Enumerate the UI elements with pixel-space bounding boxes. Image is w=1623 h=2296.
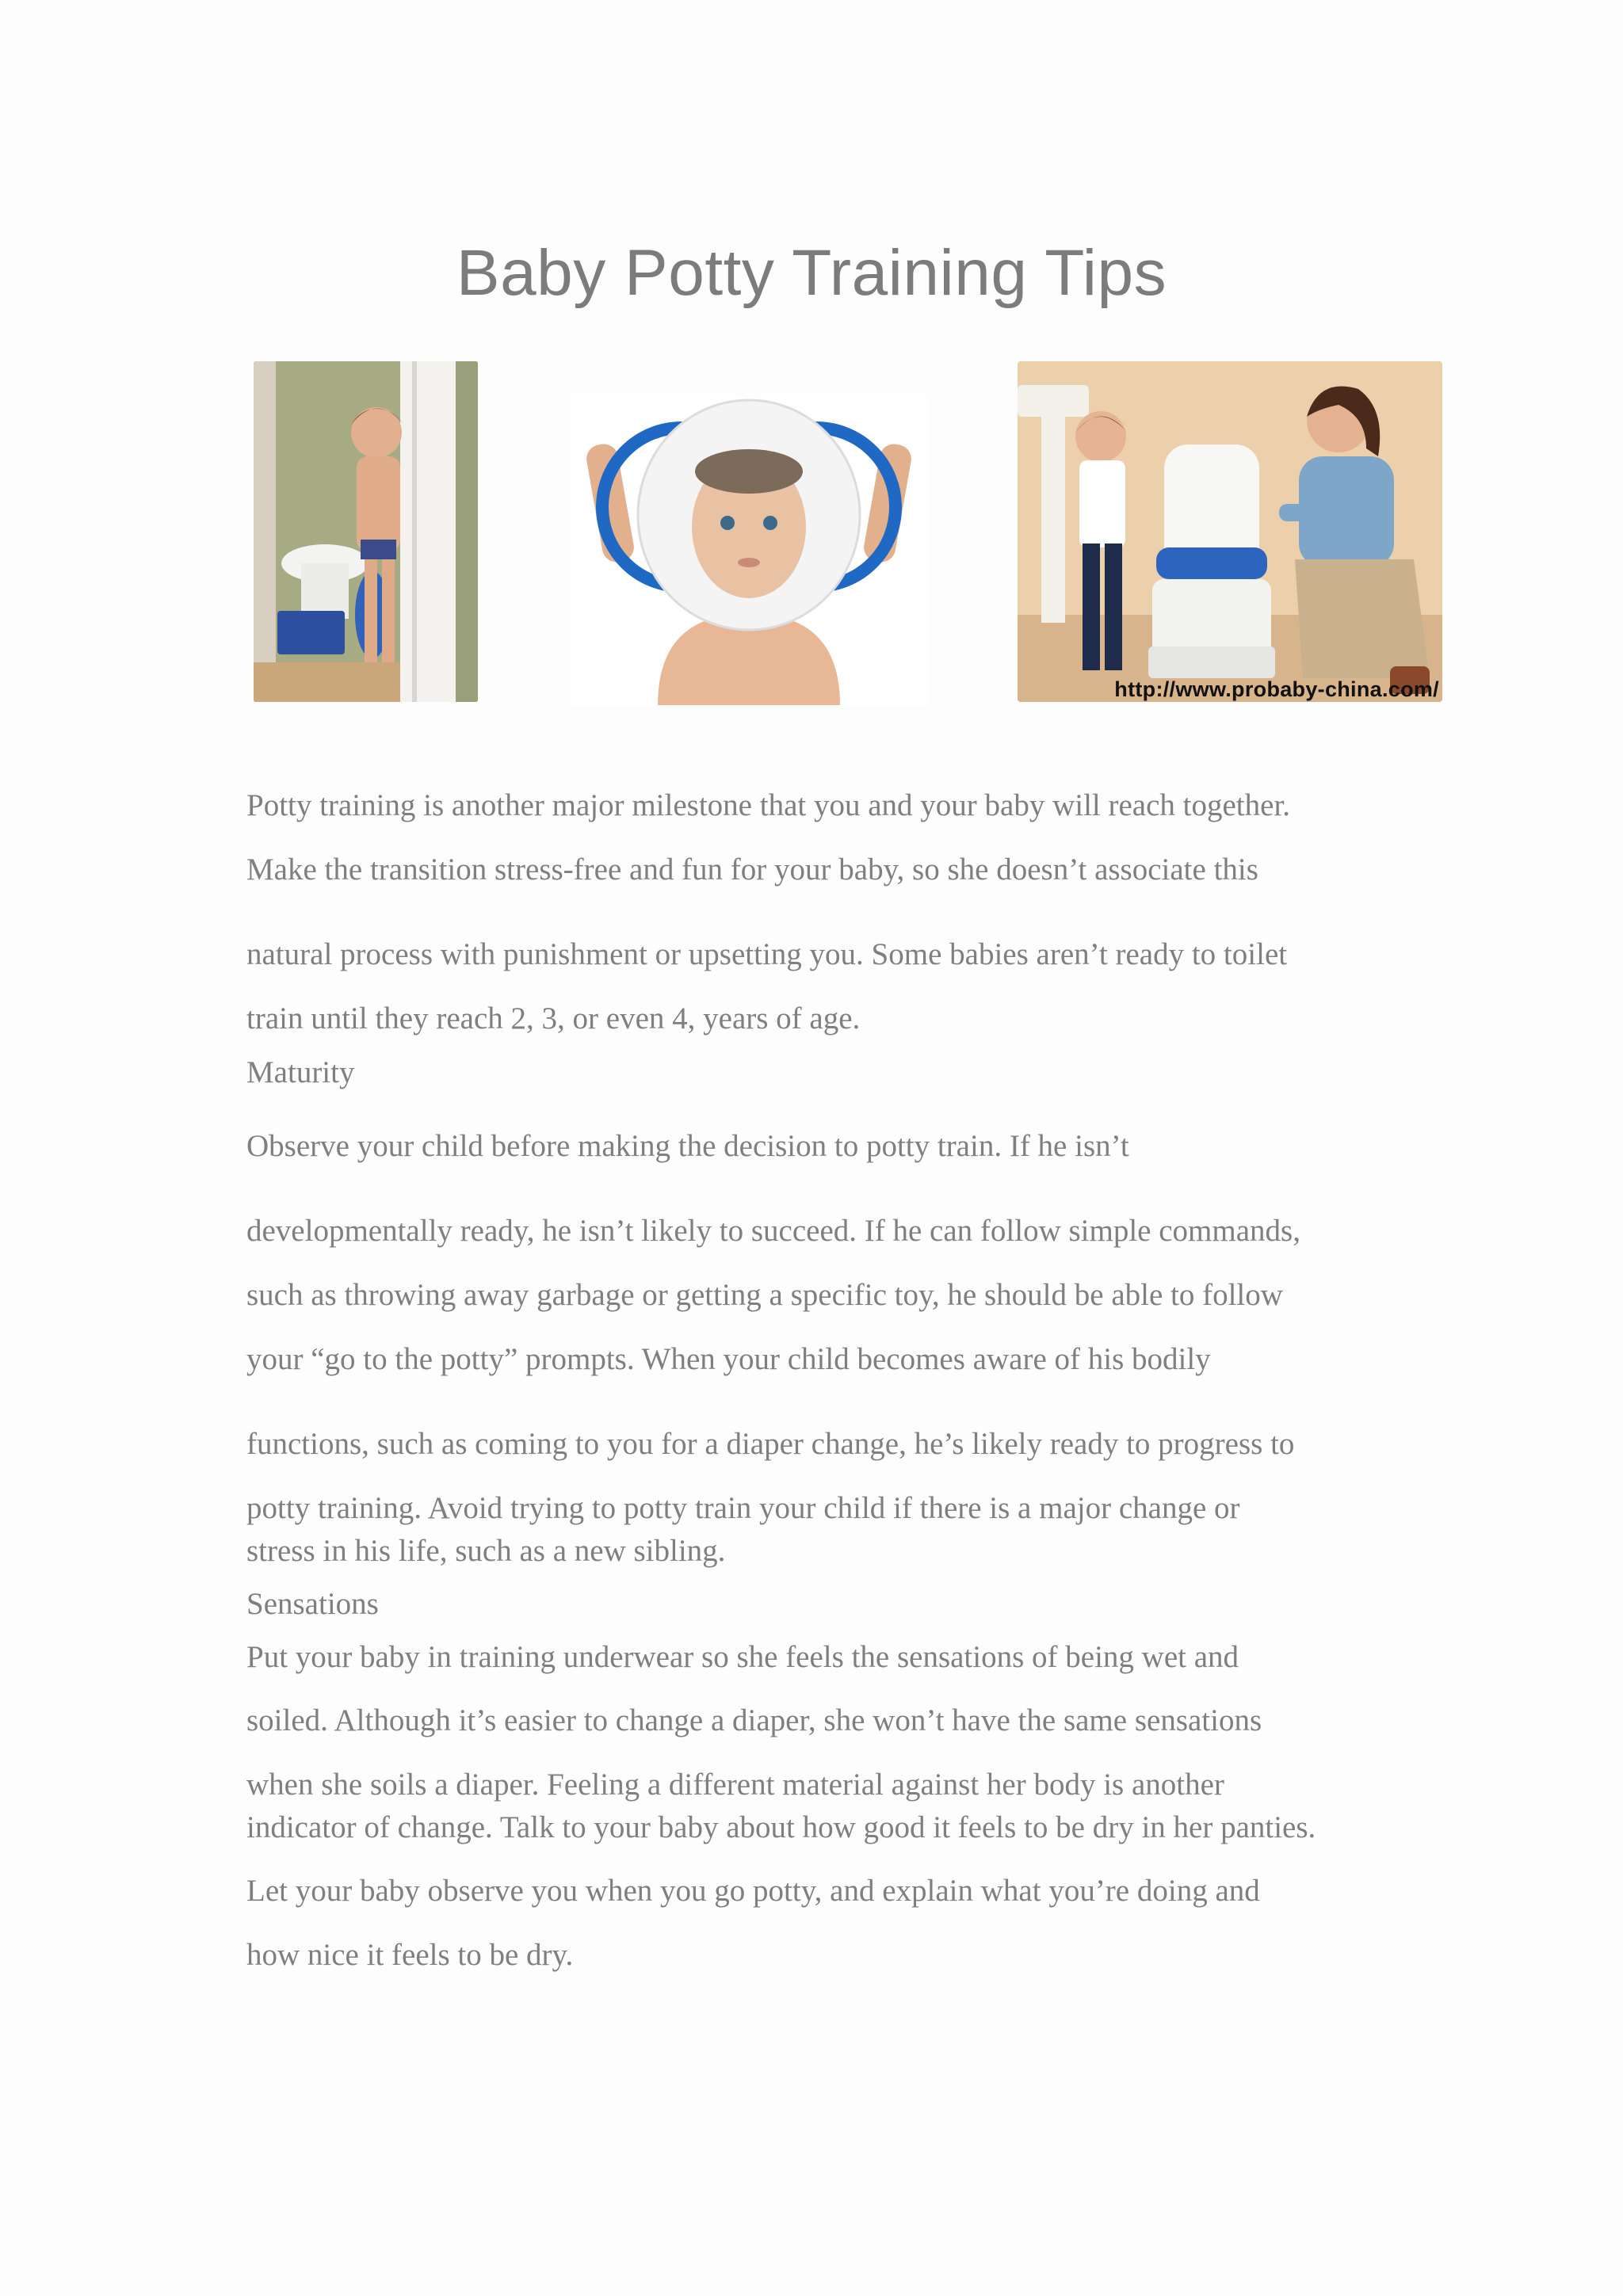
paragraph-line: Put your baby in training underwear so she feels the sensations of being wet and	[246, 1640, 1239, 1674]
paragraph-line: potty training. Avoid trying to potty train your child if there is a major change or	[246, 1491, 1240, 1525]
mother-child-potty-photo	[1018, 361, 1442, 702]
paragraph-line: how nice it feels to be dry.	[246, 1938, 574, 1972]
paragraph-line: Make the transition stress-free and fun for your baby, so she doesn’t associate this	[246, 852, 1258, 887]
section-heading-sensations: Sensations	[246, 1587, 379, 1621]
paragraph-line: when she soils a diaper. Feeling a different material against her body is another	[246, 1768, 1224, 1802]
paragraph-line: Potty training is another major milestone that you and your baby will reach together.	[246, 788, 1291, 822]
paragraph-line: functions, such as coming to you for a diaper change, he’s likely ready to progress to	[246, 1427, 1295, 1461]
photo-caption-url: http://www.probaby-china.com/	[1114, 677, 1439, 701]
paragraph-line: natural process with punishment or upsetting you. Some babies aren’t ready to toilet	[246, 937, 1288, 971]
paragraph-line: train until they reach 2, 3, or even 4, years of age.	[246, 1001, 861, 1035]
paragraph-line: developmentally ready, he isn’t likely to succeed. If he can follow simple commands,	[246, 1214, 1300, 1248]
paragraph-line: soiled. Although it’s easier to change a diaper, she won’t have the same sensations	[246, 1703, 1262, 1737]
section-heading-maturity: Maturity	[246, 1055, 355, 1089]
paragraph-line: Let your baby observe you when you go potty, and explain what you’re doing and	[246, 1874, 1260, 1908]
toddler-bathroom-photo	[254, 361, 478, 702]
paragraph-line: stress in his life, such as a new sibling.	[246, 1534, 726, 1568]
paragraph-line: Observe your child before making the decision to potty train. If he isn’t	[246, 1129, 1129, 1163]
paragraph-line: indicator of change. Talk to your baby about how good it feels to be dry in her panties.	[246, 1810, 1316, 1844]
baby-potty-seat-photo	[571, 396, 927, 705]
paragraph-line: such as throwing away garbage or getting a specific toy, he should be able to follow	[246, 1278, 1283, 1312]
page-title: Baby Potty Training Tips	[456, 237, 1167, 309]
paragraph-line: your “go to the potty” prompts. When your child becomes aware of his bodily	[246, 1342, 1211, 1376]
